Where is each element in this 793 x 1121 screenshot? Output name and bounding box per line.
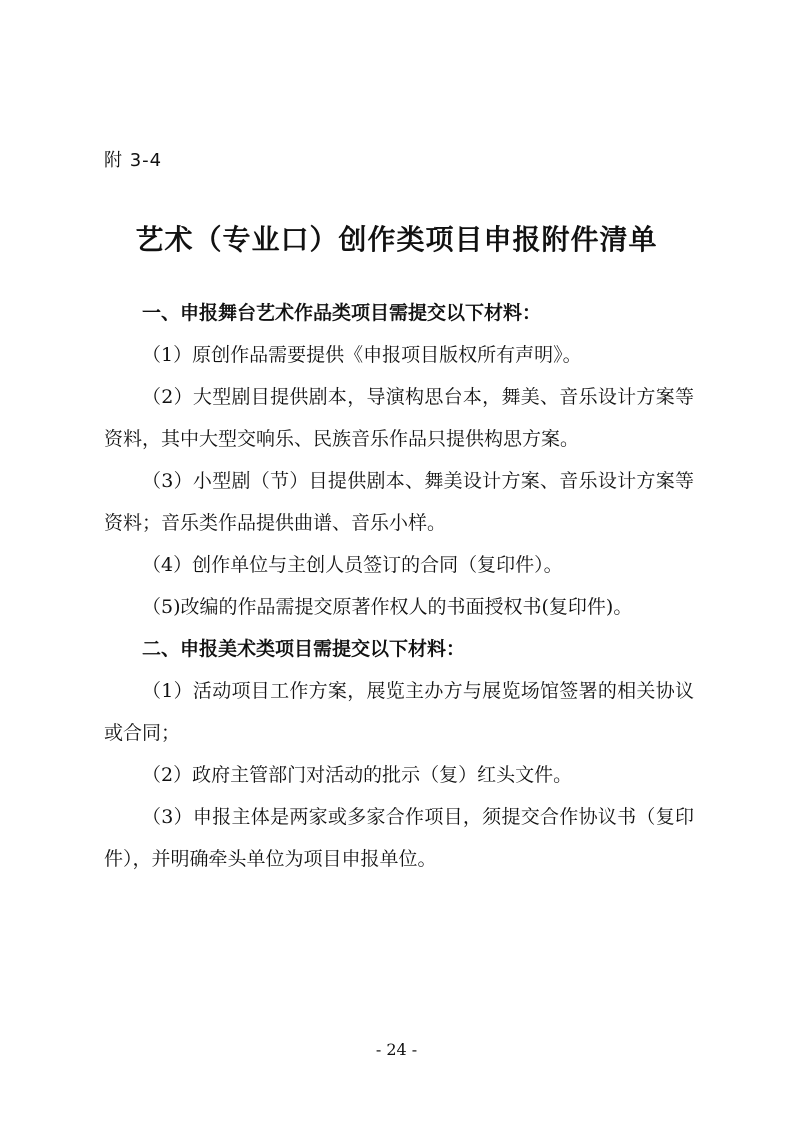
list-item: （2）政府主管部门对活动的批示（复）红头文件。	[142, 764, 573, 786]
page-number: - 24 -	[375, 1040, 418, 1059]
document-title: 艺术（专业口）创作类项目申报附件清单	[135, 223, 658, 256]
document-body	[104, 292, 694, 880]
section-heading-fine-arts: 二、申报美术类项目需提交以下材料：	[142, 638, 466, 660]
list-item: （1）活动项目工作方案，展览主办方与展览场馆签署的相关协议或合同；	[104, 680, 694, 744]
list-item: （4）创作单位与主创人员签订的合同（复印件）。	[142, 554, 563, 576]
appendix-label: 附 3-4	[104, 150, 163, 171]
list-item: （1）原创作品需要提供《申报项目版权所有声明》。	[142, 344, 582, 366]
section-heading-stage-arts: 一、申报舞台艺术作品类项目需提交以下材料：	[142, 302, 542, 324]
list-item: （5)改编的作品需提交原著作权人的书面授权书(复印件)。	[142, 596, 633, 618]
list-item: （3）申报主体是两家或多家合作项目，须提交合作协议书（复印件），并明确牵头单位为项目申报单位。	[104, 806, 694, 870]
list-item: （3）小型剧（节）目提供剧本、舞美设计方案、音乐设计方案等资料；音乐类作品提供曲谱、音乐小样。	[104, 470, 694, 534]
list-item: （2）大型剧目提供剧本，导演构思台本，舞美、音乐设计方案等资料，其中大型交响乐、民族音乐作品只提供构思方案。	[104, 386, 694, 450]
